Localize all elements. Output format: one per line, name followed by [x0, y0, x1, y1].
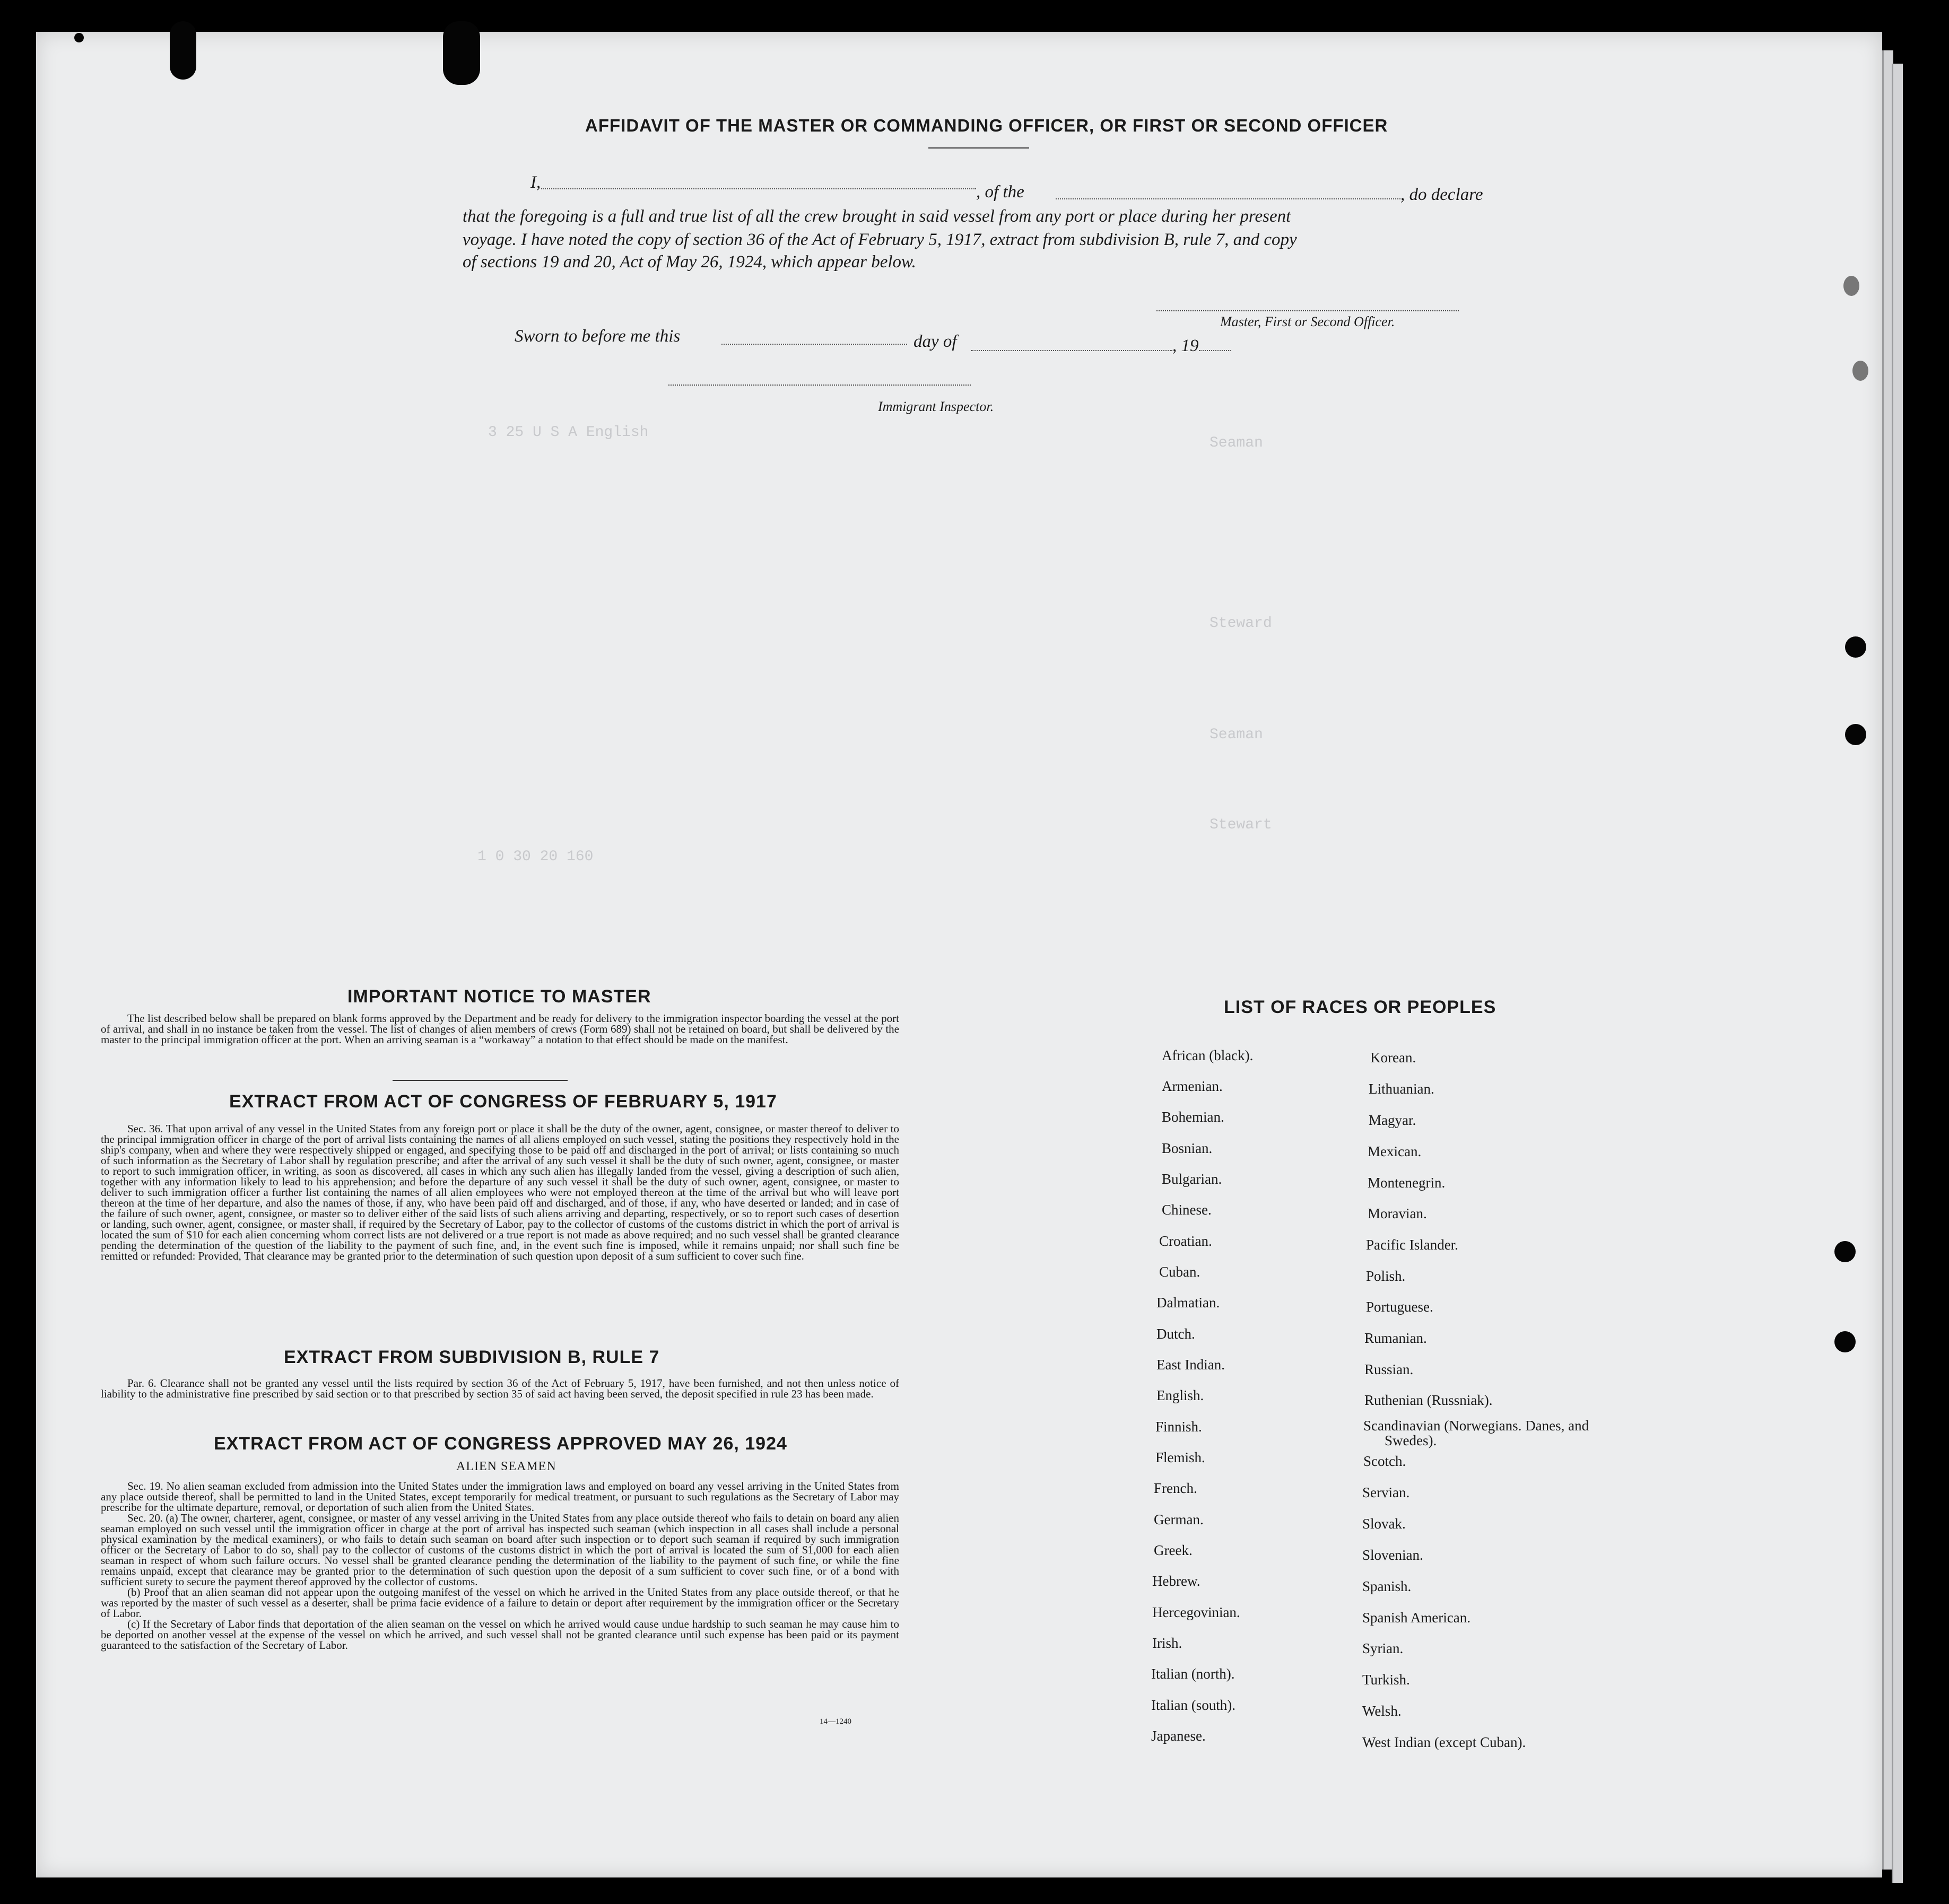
- race-item: Scandinavian (Norwegians. Danes, and Swedes).: [1363, 1418, 1589, 1448]
- race-item: Italian (south).: [1151, 1697, 1235, 1713]
- declaration-line-2: that the foregoing is a full and true list of all the crew brought in said vessel from any port or place during her present: [463, 207, 1291, 226]
- race-item: East Indian.: [1156, 1357, 1225, 1373]
- extract-1917-title: EXTRACT FROM ACT OF CONGRESS OF FEBRUARY 5, 1917: [229, 1091, 777, 1112]
- race-item: Flemish.: [1155, 1449, 1205, 1465]
- alien-seamen-subtitle: ALIEN SEAMEN: [456, 1460, 556, 1473]
- race-item: Bosnian.: [1162, 1140, 1213, 1156]
- race-item: French.: [1154, 1480, 1197, 1496]
- race-item: Lithuanian.: [1369, 1081, 1434, 1097]
- extract-rule7-title: EXTRACT FROM SUBDIVISION B, RULE 7: [284, 1347, 660, 1367]
- race-item: Armenian.: [1162, 1078, 1223, 1094]
- race-item: Cuban.: [1159, 1264, 1200, 1280]
- race-item: Pacific Islander.: [1366, 1237, 1458, 1253]
- binder-hole: [1852, 361, 1868, 381]
- affidavit-title: AFFIDAVIT OF THE MASTER OR COMMANDING OFFICER, OR FIRST OR SECOND OFFICER: [585, 116, 1388, 135]
- race-item: English.: [1156, 1387, 1204, 1403]
- race-item: Irish.: [1152, 1635, 1182, 1651]
- race-item: Polish.: [1366, 1268, 1406, 1284]
- declaration-line-4: of sections 19 and 20, Act of May 26, 1924, which appear below.: [463, 252, 916, 272]
- race-item: Hebrew.: [1152, 1573, 1200, 1589]
- sworn-prefix: Sworn to before me this: [515, 327, 681, 346]
- race-item: Montenegrin.: [1368, 1175, 1446, 1191]
- declaration-line-3: voyage. I have noted the copy of section 36 of the Act of February 5, 1917, extract from subdivision B, rule 7, and copy: [463, 230, 1297, 249]
- extract-1917-text: Sec. 36. That upon arrival of any vessel in the United States from any foreign port or place it shall be the duty of the owner, agent, consignee, or master thereof to deliver to the principal immigration officer in charge of the port of arrival lists containing the names of all aliens employed on such vessel, stating the positions they respectively hold in the ship's company, when and where they were respectively shipped or engaged, and specifying those to be paid off and discharged in the port of arrival; or lists containing so much of such information as the Secretary of Labor shall by regulation prescribe; and after the arrival of any such vessel it shall be the duty of such owner, agent, consignee, or master to report to such immigration officer, in writing, as soon as discovered, all cases in which any such alien has illegally landed from the vessel, giving a description of such alien, together with any information likely to lead to his apprehension; and before the departure of any such vessel it shall be the duty of such owner, agent, consignee, or master to deliver to such immigration officer a further list containing the names of all alien employees who were not employed thereon at the time of the arrival but who will leave port thereon at the time of her departure, and also the names of those, if any, who have been paid off and discharged, and of those, if any, who have deserted or landed; and in case of the failure of such owner, agent, consignee, or master so to deliver either of the said lists of such aliens arriving and departing, respectively, or so to report such cases of desertion or landing, such owner, agent, consignee, or master shall, if required by the Secretary of Labor, pay to the collector of customs of the customs district in which the port of arrival is located the sum of $10 for each alien concerning whom correct lists are not delivered or a true report is not made as above required; and no such vessel shall be granted clearance pending the determination of the question of the liability to the payment of such fine, and, in the event such fine is imposed, while it remains unpaid; nor shall such fine be remitted or refunded: Provided, That clearance may be granted prior to the determination of such question upon deposit of a sum sufficient to cover such fine.: [101, 1122, 899, 1262]
- notice-text: The list described below shall be prepared on blank forms approved by the Department and be ready for delivery to the immigration inspector boarding the vessel at the port of arrival, and shall in no instance be taken from the vessel. The list of changes of alien members of crews (Form 689) shall not be retained on board, but shall be delivered by the master to the principal immigration officer at the port. When an arriving seaman is a “workaway” a notation to that effect should be made on the manifest.: [101, 1012, 899, 1046]
- sworn-date-field[interactable]: [721, 344, 907, 345]
- sworn-year-field[interactable]: [1199, 350, 1231, 351]
- extract-rule7-text: Par. 6. Clearance shall not be granted any vessel until the lists required by section 36 of the Act of February 5, 1917, have been furnished, and not then unless notice of liability to the administrative fine prescribed by said section or to that prescribed by section 35 of said act having been served, the deposit specified in rule 23 has been made.: [101, 1377, 899, 1400]
- binder-hole: [1845, 636, 1866, 658]
- extract-1924-text: Sec. 19. No alien seaman excluded from admission into the United States under the immigration laws and employed on board any vessel arriving in the United States from any place outside thereof, shall be permitted to land in the United States, except temporarily for medical treatment, or pursuant to such regulations as the Secretary of Labor may prescribe for the ultimate departure, removal, or deportation of such alien from the United States. Sec. 20. (a) The owner, charterer, agent, consignee, or master of any vessel arriving in the United States from any place outside thereof who fails to detain on board any alien seaman employed on such vessel until the immigration officer in charge at the port of arrival has inspected such seaman (which inspection in all cases shall include a personal physical examination by the medical examiners), or who fails to detain such seaman on board after such inspection or to deport such seaman if required by such immigration officer or the Secretary of Labor to do so, shall pay to the collector of customs of the customs district in which the port of arrival is located the sum of $1,000 for each alien seaman in respect of whom such failure occurs. No vessel shall be granted clearance pending the determination of the liability to the payment of such fine, or while the fine remains unpaid, except that clearance may be granted prior to the determination of such question upon the deposit of a sum sufficient to cover such fine, or of a bond with sufficient surety to secure the payment thereof approved by the collector of customs. (b) Proof that an alien seaman did not appear upon the outgoing manifest of the vessel on which he arrived in the United States from any place outside thereof, or that he was reported by the master of such vessel as a deserter, shall be prima facie evidence of a failure to detain or deport after requirement by the immigration officer or the Secretary of Labor. (c) If the Secretary of Labor finds that deportation of the alien seaman on the vessel on which he arrived would cause undue hardship to such seaman he may cause him to be deported on another vessel at the expense of the vessel on which he arrived, and such vessel shall not be granted clearance until such expense has been paid or its payment guaranteed to the satisfaction of the Secretary of Labor.: [101, 1480, 899, 1652]
- form-number: 14—1240: [820, 1717, 851, 1726]
- page-edge-back: [1892, 64, 1903, 1883]
- race-item: Chinese.: [1162, 1202, 1212, 1218]
- inspector-label: Immigrant Inspector.: [878, 399, 994, 414]
- title-rule: [928, 147, 1029, 149]
- race-item: Moravian.: [1368, 1206, 1427, 1221]
- race-item: Welsh.: [1362, 1703, 1402, 1719]
- torn-mark: [443, 21, 480, 85]
- notice-title: IMPORTANT NOTICE TO MASTER: [347, 986, 651, 1007]
- declarant-prefix: I,: [530, 173, 541, 192]
- race-item: Slovak.: [1362, 1516, 1406, 1532]
- race-item: Korean.: [1370, 1050, 1416, 1065]
- race-item: Slovenian.: [1362, 1547, 1423, 1563]
- race-item: Hercegovinian.: [1152, 1604, 1240, 1620]
- races-title: LIST OF RACES OR PEOPLES: [1224, 997, 1496, 1017]
- race-item: Spanish American.: [1362, 1610, 1471, 1626]
- race-item: Turkish.: [1362, 1672, 1410, 1688]
- torn-mark: [170, 21, 196, 80]
- signature-line[interactable]: [1156, 310, 1459, 311]
- race-item: Scotch.: [1363, 1453, 1406, 1469]
- binder-hole: [1845, 724, 1866, 745]
- race-item: Italian (north).: [1151, 1666, 1235, 1682]
- race-item: Dutch.: [1156, 1326, 1195, 1342]
- section-rule: [393, 1080, 568, 1081]
- race-item: Mexican.: [1368, 1143, 1422, 1159]
- race-item: Magyar.: [1369, 1112, 1416, 1128]
- race-item: Dalmatian.: [1156, 1295, 1220, 1311]
- race-item: Syrian.: [1362, 1640, 1404, 1656]
- race-item: African (black).: [1162, 1047, 1254, 1063]
- race-item: Ruthenian (Russniak).: [1364, 1392, 1493, 1408]
- race-item: Finnish.: [1155, 1419, 1202, 1435]
- inspector-signature-line[interactable]: [668, 385, 971, 386]
- binder-hole: [1834, 1241, 1856, 1262]
- race-item: Croatian.: [1159, 1233, 1212, 1249]
- race-item: Servian.: [1362, 1484, 1410, 1500]
- of-the-label: , of the: [976, 182, 1024, 202]
- signature-label: Master, First or Second Officer.: [1220, 314, 1395, 329]
- race-item: Spanish.: [1362, 1578, 1412, 1594]
- day-of-label: day of: [913, 332, 957, 351]
- do-declare-label: , do declare: [1400, 185, 1483, 204]
- sworn-month-field[interactable]: [971, 350, 1172, 351]
- race-item: Portuguese.: [1366, 1299, 1433, 1315]
- year-label: , 19: [1172, 336, 1199, 355]
- binder-hole: [1834, 1331, 1856, 1352]
- race-item: Bohemian.: [1162, 1109, 1224, 1125]
- declarant-name-field[interactable]: [541, 188, 976, 189]
- torn-mark: [74, 33, 84, 42]
- race-item: Bulgarian.: [1162, 1171, 1222, 1187]
- race-item: Greek.: [1154, 1542, 1193, 1558]
- race-item: Rumanian.: [1364, 1330, 1427, 1346]
- race-item: German.: [1154, 1512, 1204, 1527]
- extract-1924-title: EXTRACT FROM ACT OF CONGRESS APPROVED MAY 26, 1924: [214, 1434, 787, 1454]
- binder-hole: [1843, 276, 1859, 296]
- race-item: Japanese.: [1151, 1728, 1206, 1744]
- vessel-name-field[interactable]: [1056, 198, 1400, 199]
- race-item: Russian.: [1364, 1361, 1414, 1377]
- race-item: West Indian (except Cuban).: [1362, 1734, 1526, 1750]
